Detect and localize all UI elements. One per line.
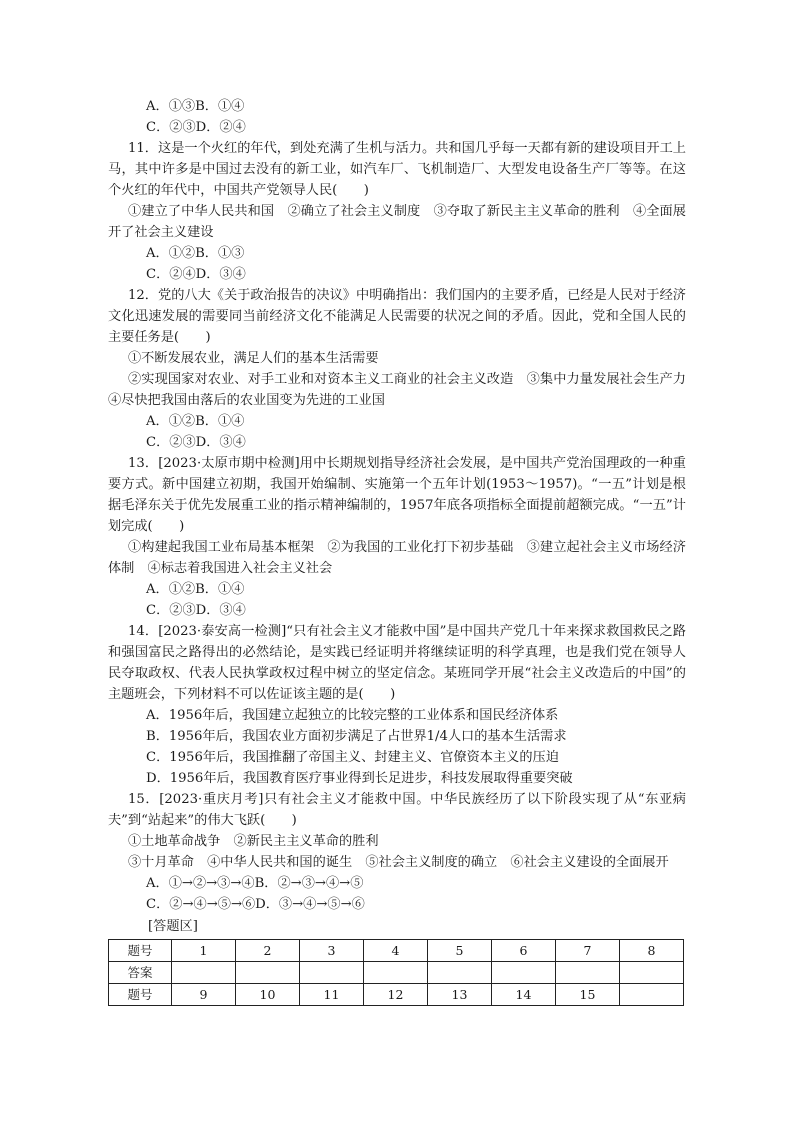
question-number-cell: 10 <box>236 984 300 1006</box>
q12-stem: 12．党的八大《关于政治报告的决议》中明确指出：我们国内的主要矛盾，已经是人民对于经济文化迅速发展的需要同当前经济文化不能满足人民需要的状况之间的矛盾。因此，党和全国人民的主要任务是( ) <box>108 288 686 345</box>
question-number-cell: 11 <box>300 984 364 1006</box>
q15-stem: 15．[2023·重庆月考]只有社会主义才能救中国。中华民族经历了以下阶段实现了从“东亚病夫”到“站起来”的伟大飞跃( ) <box>108 792 686 828</box>
q15-item-2: ③十月革命 ④中华人民共和国的诞生 ⑤社会主义制度的确立 ⑥社会主义建设的全面展开 <box>128 855 669 870</box>
q14-option-a: A．1956年后，我国建立起独立的比较完整的工业体系和国民经济体系 <box>146 708 559 723</box>
row-header: 答案 <box>109 962 172 984</box>
table-row <box>109 940 684 962</box>
question-number-cell: 1 <box>172 940 236 962</box>
question-number-cell: 14 <box>492 984 556 1006</box>
q11-stem: 11．这是一个火红的年代，到处充满了生机与活力。共和国几乎每一天都有新的建设项目开工上马，其中许多是中国过去没有的新工业，如汽车厂、飞机制造厂、大型发电设备生产厂等等。在这个火红的年代中，中国共产党领导人民( ) <box>108 141 686 198</box>
answer-cell[interactable] <box>364 962 428 984</box>
question-number-cell: 3 <box>300 940 364 962</box>
q13-options-ab: A．①②B．①④ <box>146 582 245 597</box>
question-number-cell: 12 <box>364 984 428 1006</box>
q11-options-ab: A．①②B．①③ <box>146 246 245 261</box>
question-number-cell: 9 <box>172 984 236 1006</box>
question-number-cell: 8 <box>620 940 684 962</box>
question-number-cell: 7 <box>556 940 620 962</box>
answer-cell[interactable] <box>556 962 620 984</box>
q15-options-cd: C．②→④→⑤→⑥D．③→④→⑤→⑥ <box>146 897 365 912</box>
q14-stem: 14．[2023·泰安高一检测]“只有社会主义才能救中国”是中国共产党几十年来探求救国救民之路和强国富民之路得出的必然结论，是实践已经证明并将继续证明的科学真理，也是我们党在领导人民夺取政权、代表人民执掌政权过程中树立的坚定信念。某班同学开展“社会主义改造后的中国”的主题班会，下列材料不可以佐证该主题的是( ) <box>108 624 686 702</box>
question-number-cell: 5 <box>428 940 492 962</box>
q12-options-cd: C．②③D．③④ <box>146 435 246 450</box>
question-number-cell: 6 <box>492 940 556 962</box>
answer-cell[interactable] <box>236 962 300 984</box>
q13-options-cd: C．②③D．③④ <box>146 603 246 618</box>
q15-item-1: ①土地革命战争 ②新民主主义革命的胜利 <box>128 834 379 849</box>
q14-option-c: C．1956年后，我国推翻了帝国主义、封建主义、官僚资本主义的压迫 <box>146 750 559 765</box>
q15-options-ab: A．①→②→③→④B．②→③→④→⑤ <box>146 876 364 891</box>
answer-table <box>108 939 684 1006</box>
answer-cell[interactable] <box>492 962 556 984</box>
q13-items: ①构建起我国工业布局基本框架 ②为我国的工业化打下初步基础 ③建立起社会主义市场经济体制 ④标志着我国进入社会主义社会 <box>108 540 686 576</box>
q12-item-1: ①不断发展农业，满足人们的基本生活需要 <box>128 351 379 366</box>
answer-cell[interactable] <box>172 962 236 984</box>
q14-option-d: D．1956年后，我国教育医疗事业得到长足进步，科技发展取得重要突破 <box>146 771 573 786</box>
answer-area-label: [答题区] <box>148 919 198 934</box>
question-content <box>108 96 700 1006</box>
q14-option-b: B．1956年后，我国农业方面初步满足了占世界1/4人口的基本生活需求 <box>146 729 567 744</box>
q13-stem: 13．[2023·太原市期中检测]用中长期规划指导经济社会发展，是中国共产党治国理政的一种重要方式。新中国建立初期，我国开始编制、实施第一个五年计划(1953～1957)。“一五”计划是根据毛泽东关于优先发展重工业的指示精神编制的，1957年底各项指标全面提前超额完成。“一五”计划完成( ) <box>108 456 686 534</box>
q12-item-2: ②实现国家对农业、对手工业和对资本主义工商业的社会主义改造 ③集中力量发展社会生产力 ④尽快把我国由落后的农业国变为先进的工业国 <box>108 372 700 408</box>
row-header: 题号 <box>109 940 172 962</box>
q12-options-ab: A．①②B．①④ <box>146 414 245 429</box>
answer-cell[interactable] <box>428 962 492 984</box>
question-number-cell: 2 <box>236 940 300 962</box>
q10-options-cd: C．②③D．②④ <box>146 120 246 135</box>
row-header: 题号 <box>109 984 172 1006</box>
table-row <box>109 962 684 984</box>
q10-options-ab: A．①③B．①④ <box>146 99 245 114</box>
question-number-cell: 4 <box>364 940 428 962</box>
answer-cell[interactable] <box>300 962 364 984</box>
table-row <box>109 984 684 1006</box>
question-number-cell <box>620 984 684 1006</box>
question-number-cell: 13 <box>428 984 492 1006</box>
q11-items: ①建立了中华人民共和国 ②确立了社会主义制度 ③夺取了新民主主义革命的胜利 ④全面展开了社会主义建设 <box>108 204 686 240</box>
q11-options-cd: C．②④D．③④ <box>146 267 246 282</box>
answer-cell[interactable] <box>620 962 684 984</box>
question-number-cell: 15 <box>556 984 620 1006</box>
